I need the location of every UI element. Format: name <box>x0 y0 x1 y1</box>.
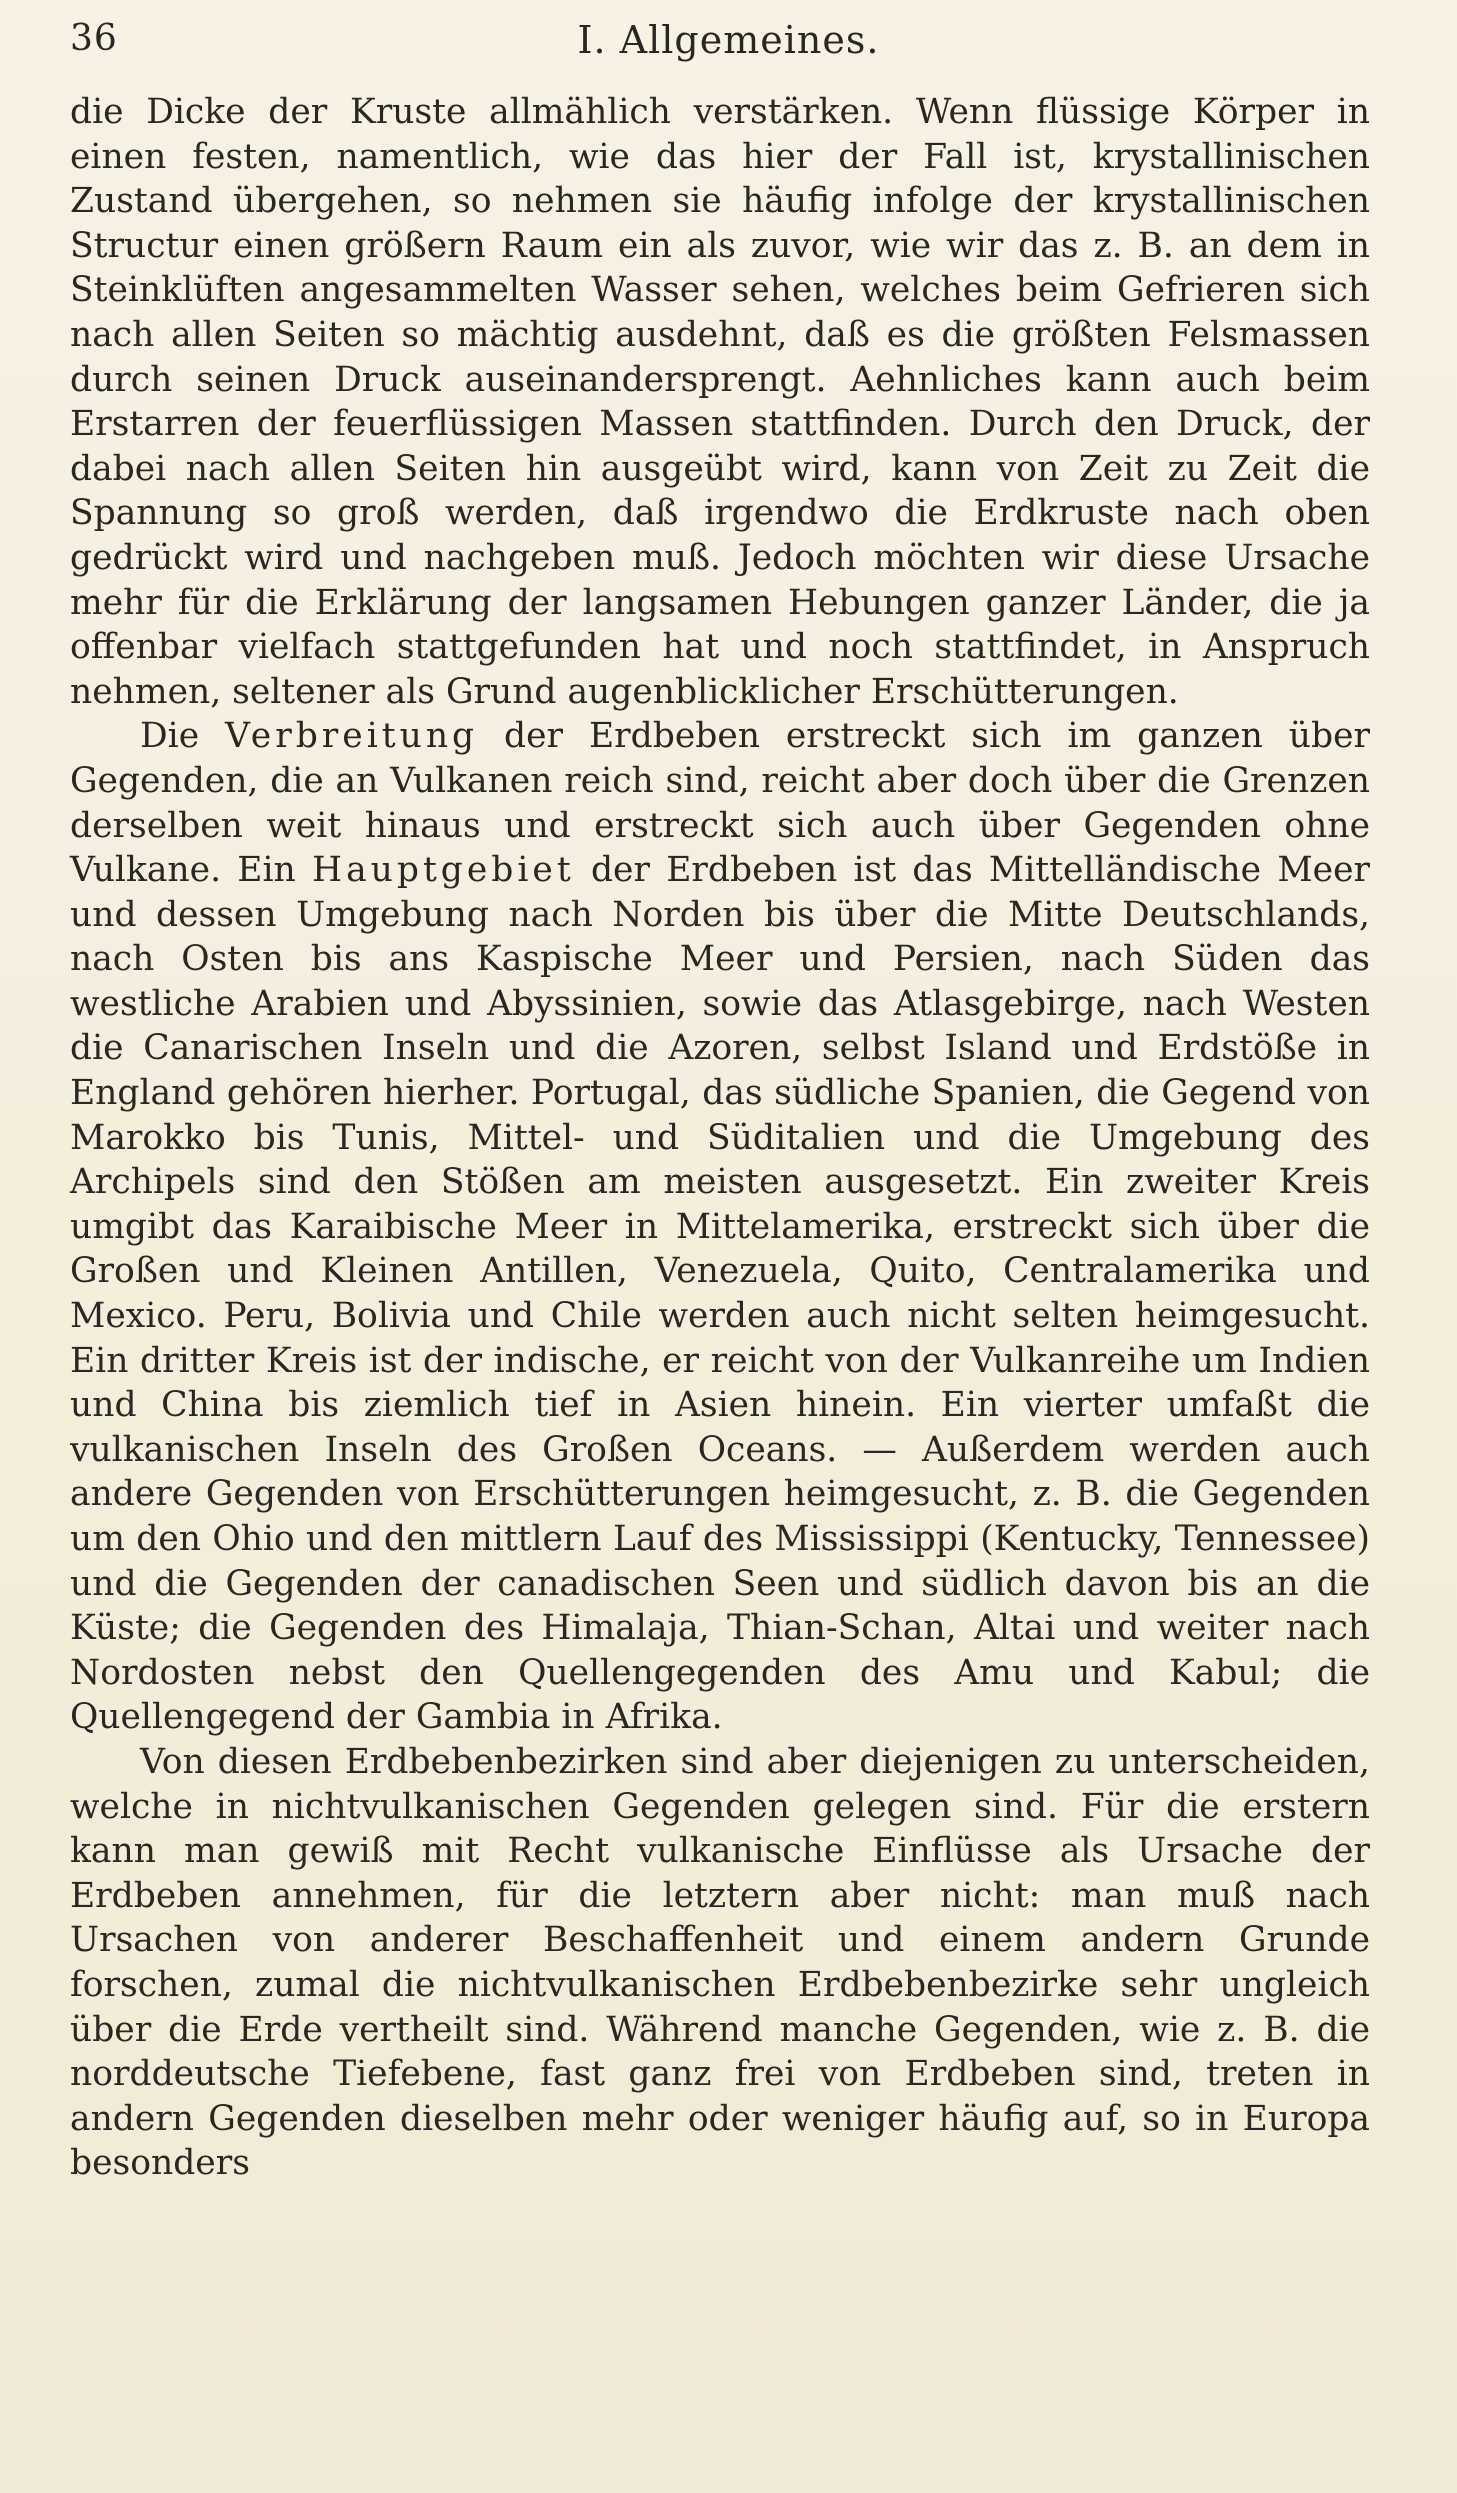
body-text <box>70 90 1370 2186</box>
emphasis-verbreitung: Verbreitung <box>225 716 479 757</box>
page-header <box>70 18 1387 68</box>
paragraph-2-text: der Erdbeben erstreckt sich im ganzen über Gegenden, die an Vulkanen reich sind, reicht aber doch über die Grenzen derselben weit hinaus und erstreckt sich auch über Gegenden ohne Vulkane. Ein <box>70 716 1371 891</box>
paragraph-2 <box>70 714 1370 1740</box>
paragraph-1: die Dicke der Kruste allmählich verstärken. Wenn flüssige Körper in einen festen, namentlich, wie das hier der Fall ist, krystallinischen Zustand übergehen, so nehmen sie häufig infolge der krystallinischen Structur einen größern Raum ein als zuvor, wie wir das z. B. an dem in Steinklüften angesammelten Wasser sehen, welches beim Gefrieren sich nach allen Seiten so mächtig ausdehnt, daß es die größten Felsmassen durch seinen Druck auseinandersprengt. Aehnliches kann auch beim Erstarren der feuerflüssigen Massen stattfinden. Durch den Druck, der dabei nach allen Seiten hin ausgeübt wird, kann von Zeit zu Zeit die Spannung so groß werden, daß irgendwo die Erdkruste nach oben gedrückt wird und nachgeben muß. Jedoch möchten wir diese Ursache mehr für die Erklärung der langsamen Hebungen ganzer Länder, die ja offenbar vielfach stattgefunden hat und noch stattfindet, in Anspruch nehmen, seltener als Grund augenblicklicher Erschütterungen. <box>70 92 1370 712</box>
paragraph-2-text-cont: der Erdbeben ist das Mittelländische Meer und dessen Umgebung nach Norden bis über die Mitte Deutschlands, nach Osten bis ans Kaspische Meer und Persien, nach Süden das westliche Arabien und Abyssinien, sowie das Atlasgebirge, nach Westen die Canarischen Inseln und die Azoren, selbst Island und Erdstöße in England gehören hierher. Portugal, das südliche Spanien, die Gegend von Marokko bis Tunis, Mittel- und Süditalien und die Umgebung des Archipels sind den Stößen am meisten ausgesetzt. Ein zweiter Kreis umgibt das Karaibische Meer in Mittelamerika, erstreckt sich über die Großen und Kleinen Antillen, Venezuela, Quito, Centralamerika und Mexico. Peru, Bolivia und Chile werden auch nicht selten heimgesucht. Ein dritter Kreis ist der indische, er reicht von der Vulkanreihe um Indien und China bis ziemlich tief in Asien hinein. Ein vierter umfaßt die vulkanischen Inseln des Großen Oceans. — Außerdem werden auch andere Gegenden von Erschütterungen heimgesucht, z. B. die Gegenden um den Ohio und den mittlern Lauf des Mississippi (Kentucky, Tennessee) und die Gegenden der canadischen Seen und südlich davon bis an die Küste; die Gegenden des Himalaja, Thian-Schan, Altai und weiter nach Nordosten nebst den Quellengegenden des Amu und Kabul; die Quellengegend der Gambia in Afrika. <box>70 850 1370 1738</box>
emphasis-hauptgebiet: Hauptgebiet <box>311 850 575 891</box>
page-number: 36 <box>70 18 118 59</box>
running-head: I. Allgemeines. <box>577 18 880 62</box>
paragraph-3: Von diesen Erdbebenbezirken sind aber diejenigen zu unterscheiden, welche in nichtvulkanischen Gegenden gelegen sind. Für die erstern kann man gewiß mit Recht vulkanische Einflüsse als Ursache der Erdbeben annehmen, für die letztern aber nicht: man muß nach Ursachen von anderer Beschaffenheit und einem andern Grunde forschen, zumal die nichtvulkanischen Erdbebenbezirke sehr ungleich über die Erde vertheilt sind. Während manche Gegenden, wie z. B. die norddeutsche Tiefebene, fast ganz frei von Erdbeben sind, treten in andern Gegenden dieselben mehr oder weniger häufig auf, so in Europa besonders <box>70 1741 1370 2184</box>
paragraph-2-lead: Die <box>140 716 226 757</box>
